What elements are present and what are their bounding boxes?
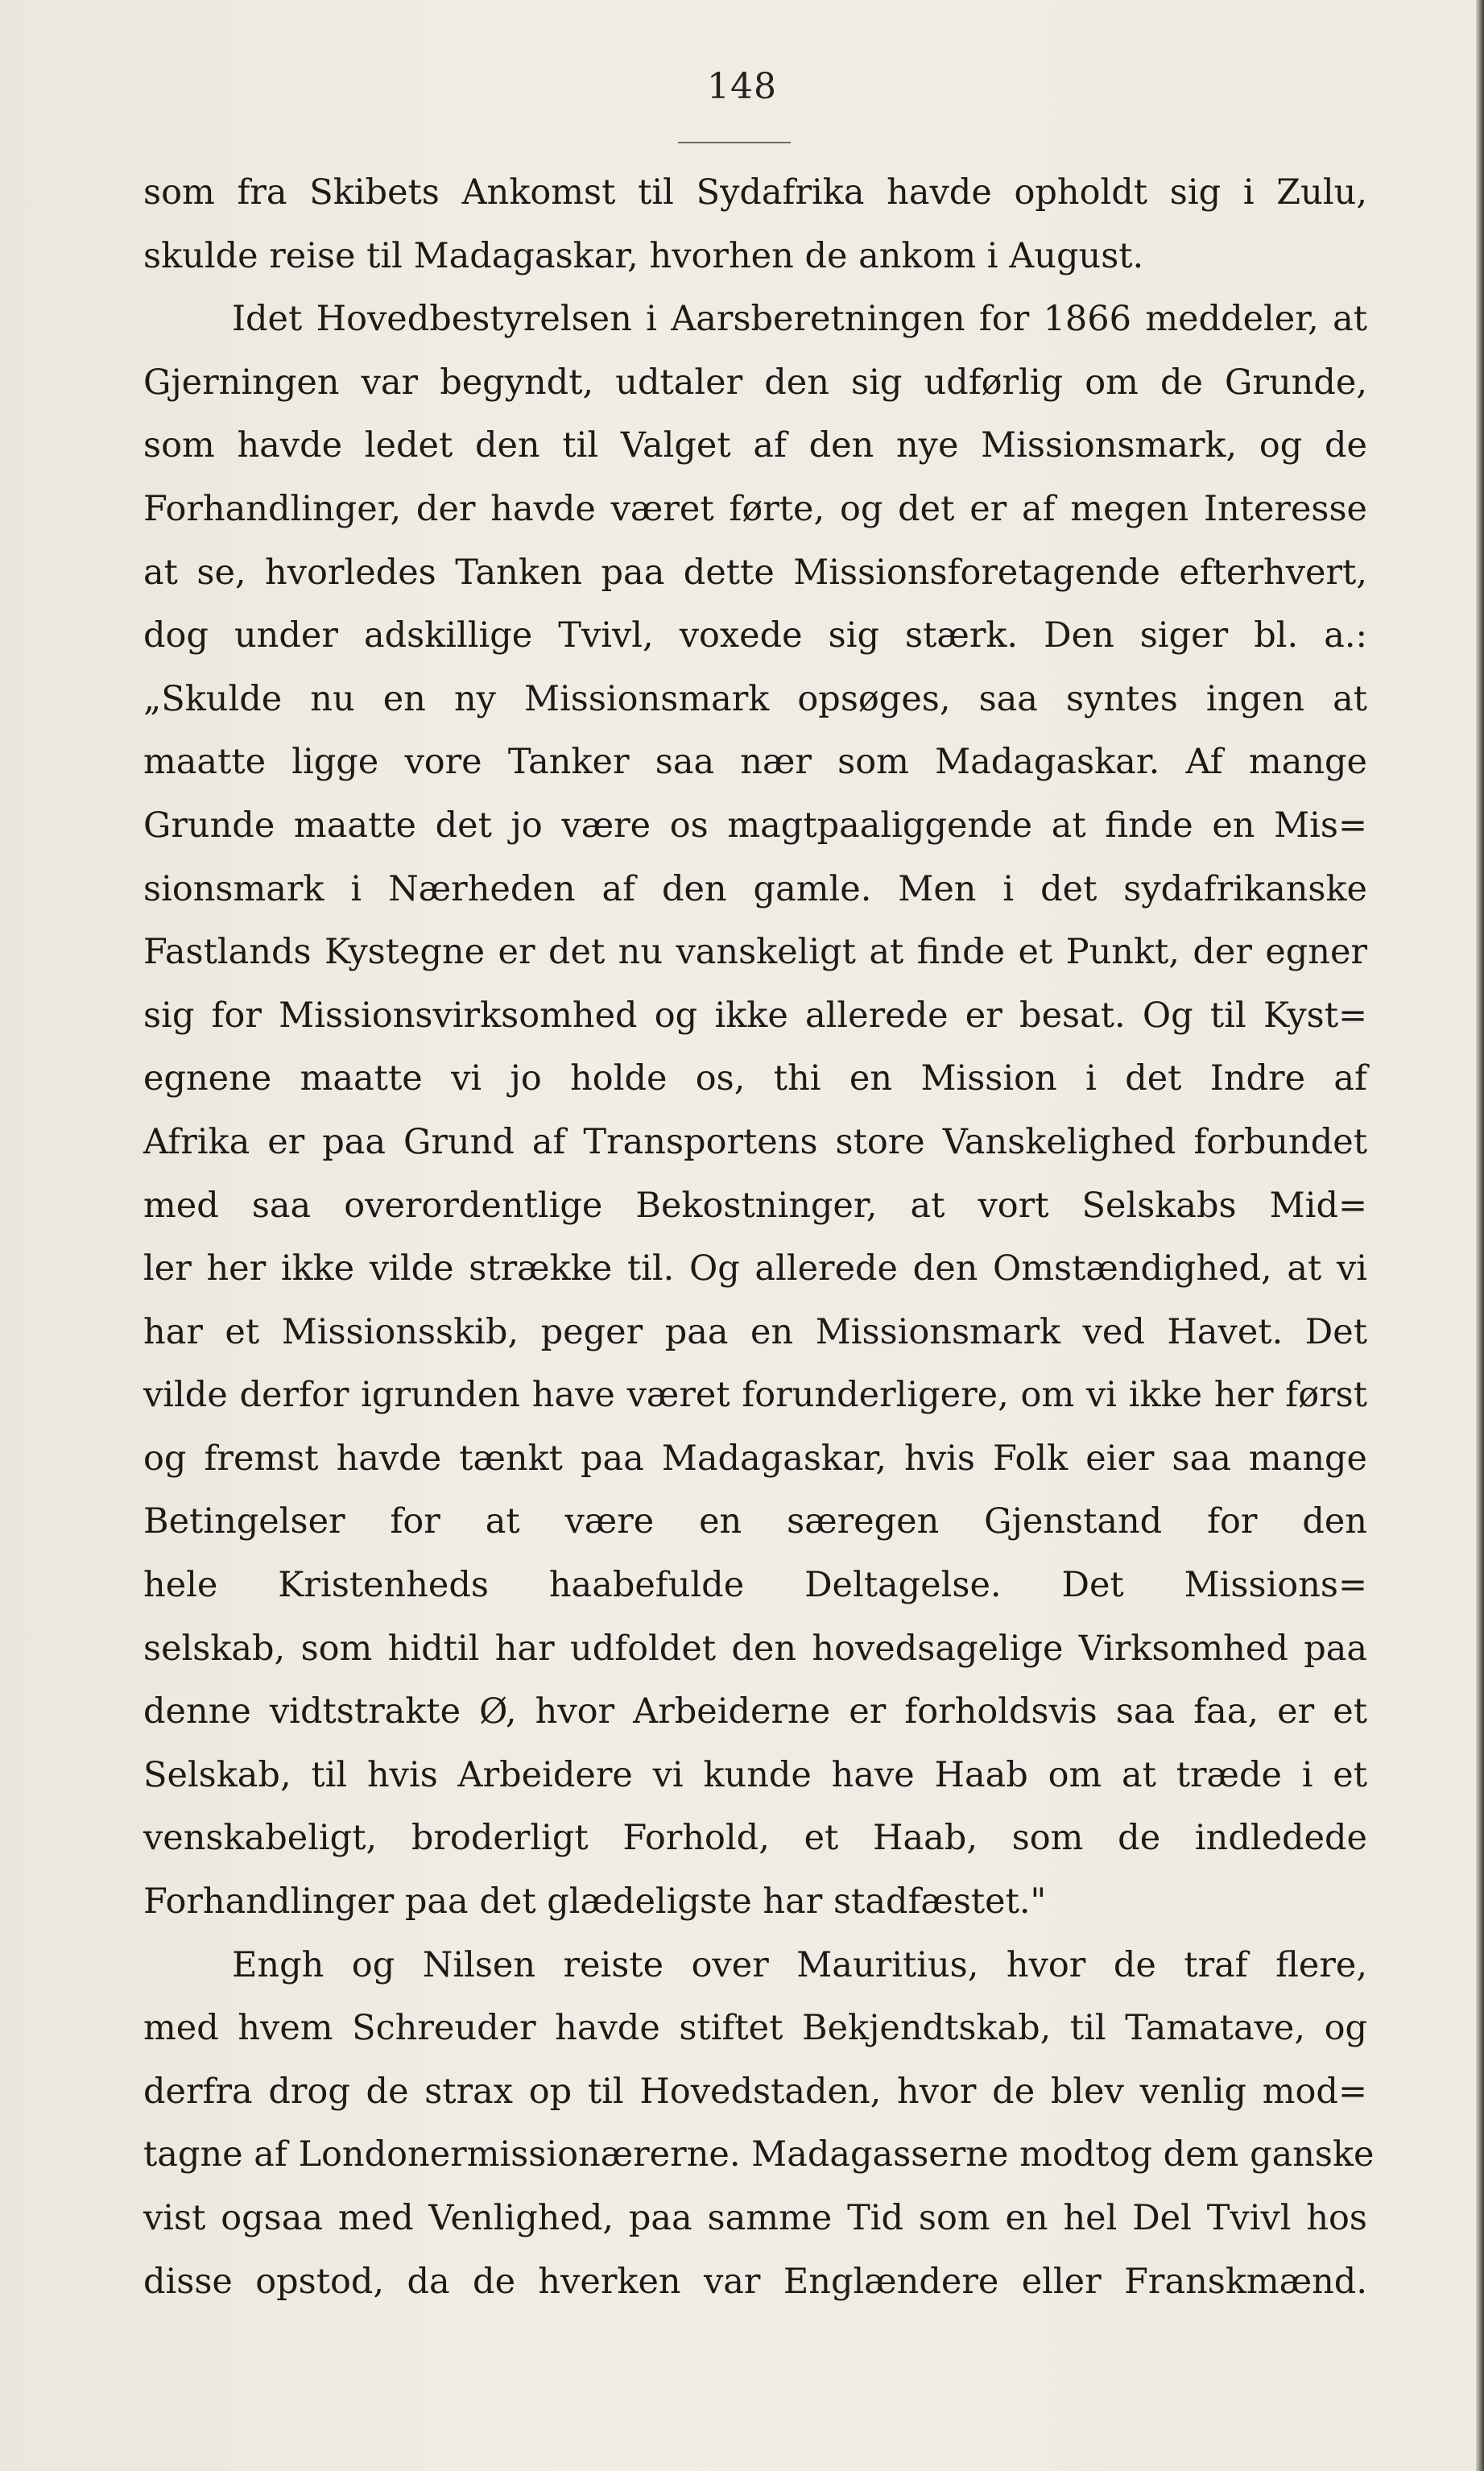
body-text xyxy=(143,161,1374,2313)
header-rule xyxy=(678,142,791,143)
text-line: Grunde maatte det jo være os magtpaaliggende at finde en Mis= xyxy=(143,805,1367,846)
text-line: Idet Hovedbestyrelsen i Aarsberetningen for 1866 meddeler, at xyxy=(232,299,1367,340)
text-line: venskabeligt, broderligt Forhold, et Haab, som de indledede xyxy=(143,1818,1367,1859)
text-line: med hvem Schreuder havde stiftet Bekjendtskab, til Tamatave, og xyxy=(143,2008,1367,2049)
text-line: har et Missionsskib, peger paa en Missionsmark ved Havet. Det xyxy=(143,1311,1367,1352)
text-line: egnene maatte vi jo holde os, thi en Mission i det Indre af xyxy=(143,1058,1367,1099)
text-line: Gjerningen var begyndt, udtaler den sig udførlig om de Grunde, xyxy=(143,362,1367,403)
text-line: maatte ligge vore Tanker saa nær som Madagaskar. Af mange xyxy=(143,742,1367,783)
text-line: skulde reise til Madagaskar, hvorhen de ankom i August. xyxy=(143,235,1144,276)
text-line: Forhandlinger paa det glædeligste har stadfæstet." xyxy=(143,1881,1047,1923)
text-line: hele Kristenheds haabefulde Deltagelse. Det Missions= xyxy=(143,1565,1367,1606)
text-line: disse opstod, da de hverken var Englændere eller Franskmænd. xyxy=(143,2261,1367,2302)
text-line: selskab, som hidtil har udfoldet den hovedsagelige Virksomhed paa xyxy=(143,1628,1367,1669)
text-line: Fastlands Kystegne er det nu vanskeligt at finde et Punkt, der egner xyxy=(143,932,1367,973)
text-line: at se, hvorledes Tanken paa dette Missionsforetagende efterhvert, xyxy=(143,552,1367,593)
text-line: Selskab, til hvis Arbeidere vi kunde have Haab om at træde i et xyxy=(143,1754,1367,1795)
text-line: vilde derfor igrunden have været forunderligere, om vi ikke her først xyxy=(143,1375,1367,1416)
text-line: denne vidtstrakte Ø, hvor Arbeiderne er forholdsvis saa faa, er et xyxy=(143,1691,1367,1732)
text-line: Forhandlinger, der havde været førte, og det er af megen Interesse xyxy=(143,488,1367,529)
text-line: dog under adskillige Tvivl, voxede sig stærk. Den siger bl. a.: xyxy=(143,615,1367,656)
text-line: derfra drog de strax op til Hovedstaden, hvor de blev venlig mod= xyxy=(143,2071,1367,2112)
text-line: Betingelser for at være en særegen Gjenstand for den xyxy=(143,1501,1367,1542)
text-line: og fremst havde tænkt paa Madagaskar, hvis Folk eier saa mange xyxy=(143,1438,1367,1479)
text-line: sig for Missionsvirksomhed og ikke allerede er besat. Og til Kyst= xyxy=(143,995,1367,1036)
text-line: med saa overordentlige Bekostninger, at vort Selskabs Mid= xyxy=(143,1185,1367,1226)
text-line: som fra Skibets Ankomst til Sydafrika havde opholdt sig i Zulu, xyxy=(143,172,1367,213)
text-line: Afrika er paa Grund af Transportens store Vanskelighed forbundet xyxy=(143,1121,1367,1162)
text-line: som havde ledet den til Valget af den nye Missionsmark, og de xyxy=(143,425,1367,466)
text-line: Engh og Nilsen reiste over Mauritius, hvor de traf flere, xyxy=(232,1944,1367,1985)
page-number: 148 xyxy=(707,66,777,107)
text-line: vist ogsaa med Venlighed, paa samme Tid som en hel Del Tvivl hos xyxy=(143,2198,1367,2238)
text-line: ler her ikke vilde strække til. Og allerede den Omstændighed, at vi xyxy=(143,1248,1367,1289)
text-line: sionsmark i Nærheden af den gamle. Men i det sydafrikanske xyxy=(143,868,1367,909)
text-line: „Skulde nu en ny Missionsmark opsøges, saa syntes ingen at xyxy=(143,678,1367,719)
page-edge-shadow xyxy=(1476,0,1484,2471)
text-line: tagne af Londonermissionærerne. Madagasserne modtog dem ganske xyxy=(143,2134,1374,2175)
